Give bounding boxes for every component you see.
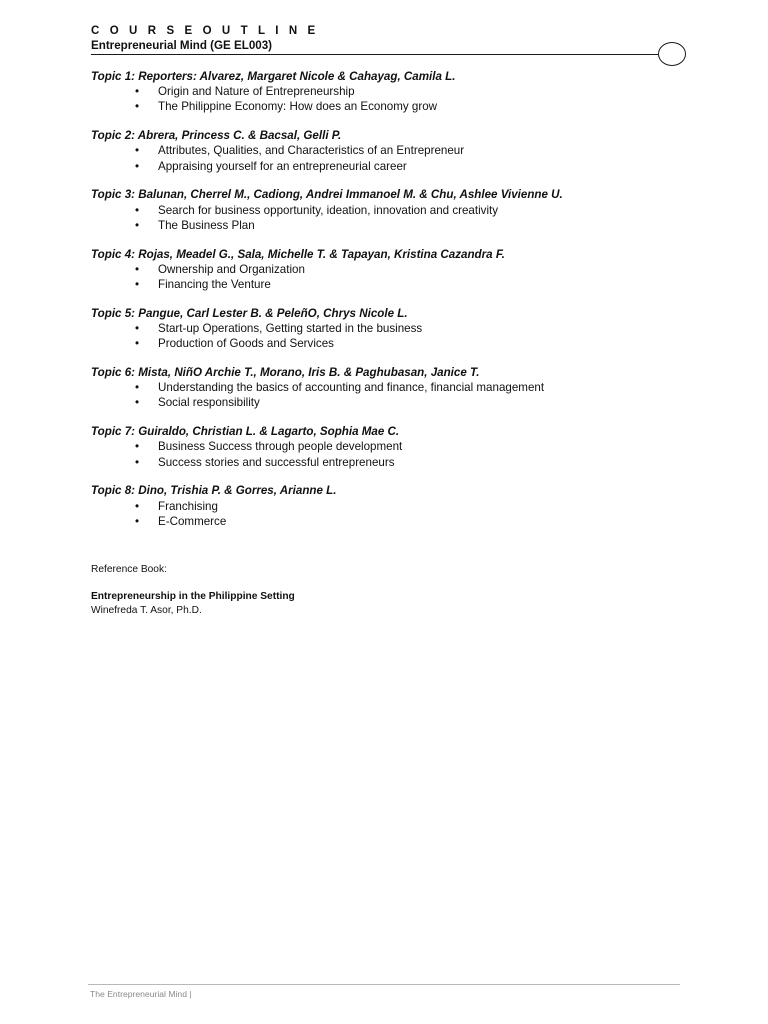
topic-bullet-text: Appraising yourself for an entrepreneurial career	[158, 159, 407, 173]
topic-bullet-item	[91, 336, 691, 351]
topic-heading: Topic 8: Dino, Trishia P. & Gorres, Arianne L.	[91, 484, 337, 498]
topic-bullet-item	[91, 455, 691, 470]
topic-bullet-text: The Philippine Economy: How does an Economy grow	[158, 100, 438, 114]
document-kicker: C O U R S E O U T L I N E	[91, 25, 319, 37]
topic-bullet-list	[91, 380, 691, 410]
topic-bullet-text: Ownership and Organization	[158, 262, 305, 276]
topic-bullet-item	[91, 277, 691, 292]
topic-group	[91, 424, 691, 470]
topic-bullet-item	[91, 262, 691, 277]
topic-bullet-text: Attributes, Qualities, and Characteristics of an Entrepreneur	[158, 144, 465, 158]
topic-bullet-item	[91, 514, 691, 529]
topic-heading: Topic 2: Abrera, Princess C. & Bacsal, Gelli P.	[91, 129, 342, 143]
topic-group	[91, 128, 691, 174]
topic-bullet-item	[91, 218, 691, 233]
footer-text: The Entrepreneurial Mind |	[90, 989, 192, 999]
bullet-icon: •	[135, 203, 140, 217]
topic-bullet-text: Production of Goods and Services	[158, 337, 334, 351]
document-header	[91, 24, 691, 53]
header-circle-ornament	[658, 42, 686, 66]
bullet-icon: •	[135, 455, 140, 469]
topic-heading: Topic 1: Reporters: Alvarez, Margaret Nicole & Cahayag, Camila L.	[91, 70, 456, 83]
reference-book-author: Winefreda T. Asor, Ph.D.	[91, 605, 202, 616]
topic-bullet-item	[91, 84, 691, 99]
topic-bullet-list	[91, 84, 691, 114]
reference-book-title: Entrepreneurship in the Philippine Setting	[91, 591, 295, 602]
topic-bullet-item	[91, 395, 691, 410]
bullet-icon: •	[135, 159, 140, 173]
topic-bullet-item	[91, 203, 691, 218]
bullet-icon: •	[135, 514, 140, 528]
bullet-icon: •	[135, 440, 140, 454]
topic-group	[91, 247, 691, 293]
topic-bullet-item	[91, 159, 691, 174]
topic-group	[91, 483, 691, 529]
footer-divider	[88, 984, 680, 985]
bullet-icon: •	[135, 337, 140, 351]
topic-bullet-list	[91, 262, 691, 292]
bullet-icon: •	[135, 278, 140, 292]
topic-bullet-list	[91, 203, 691, 233]
reference-label: Reference Book:	[91, 564, 167, 575]
topic-heading: Topic 3: Balunan, Cherrel M., Cadiong, Andrei Immanoel M. & Chu, Ashlee Vivienne U.	[91, 188, 563, 202]
topic-bullet-text: Business Success through people development	[158, 440, 403, 454]
topic-bullet-item	[91, 143, 691, 158]
topic-bullet-item	[91, 321, 691, 336]
topic-bullet-text: Success stories and successful entrepreneurs	[158, 455, 395, 469]
topic-bullet-list	[91, 321, 691, 351]
bullet-icon: •	[135, 396, 140, 410]
bullet-icon: •	[135, 262, 140, 276]
topic-bullet-text: Understanding the basics of accounting and finance, financial management	[158, 381, 545, 395]
course-title: Entrepreneurial Mind (GE EL003)	[91, 39, 273, 52]
topic-bullet-item	[91, 439, 691, 454]
topic-group	[91, 69, 691, 115]
topic-list	[91, 69, 691, 543]
topic-bullet-item	[91, 380, 691, 395]
topic-bullet-item	[91, 99, 691, 114]
topic-bullet-text: Search for business opportunity, ideation, innovation and creativity	[158, 203, 499, 217]
bullet-icon: •	[135, 100, 140, 114]
topic-bullet-text: Franchising	[158, 499, 218, 513]
bullet-icon: •	[135, 322, 140, 336]
topic-bullet-text: Start-up Operations, Getting started in the business	[158, 322, 423, 336]
topic-bullet-text: E-Commerce	[158, 514, 227, 528]
bullet-icon: •	[135, 218, 140, 232]
topic-bullet-text: Financing the Venture	[158, 278, 271, 292]
topic-bullet-list	[91, 439, 691, 469]
topic-group	[91, 365, 691, 411]
topic-group	[91, 187, 691, 233]
topic-bullet-text: The Business Plan	[158, 218, 255, 232]
bullet-icon: •	[135, 85, 140, 99]
topic-bullet-text: Origin and Nature of Entrepreneurship	[158, 85, 355, 99]
topic-heading: Topic 6: Mista, NiñO Archie T., Morano, Iris B. & Paghubasan, Janice T.	[91, 366, 480, 380]
topic-bullet-list	[91, 143, 691, 173]
topic-group	[91, 306, 691, 352]
topic-heading: Topic 7: Guiraldo, Christian L. & Lagarto, Sophia Mae C.	[91, 425, 400, 439]
topic-bullet-list	[91, 499, 691, 529]
topic-heading: Topic 4: Rojas, Meadel G., Sala, Michelle T. & Tapayan, Kristina Cazandra F.	[91, 247, 505, 261]
header-divider	[91, 54, 658, 55]
bullet-icon: •	[135, 499, 140, 513]
reference-block	[91, 563, 691, 618]
topic-bullet-text: Social responsibility	[158, 396, 260, 410]
topic-bullet-item	[91, 499, 691, 514]
bullet-icon: •	[135, 381, 140, 395]
topic-heading: Topic 5: Pangue, Carl Lester B. & PeleñO, Chrys Nicole L.	[91, 306, 408, 320]
bullet-icon: •	[135, 144, 140, 158]
